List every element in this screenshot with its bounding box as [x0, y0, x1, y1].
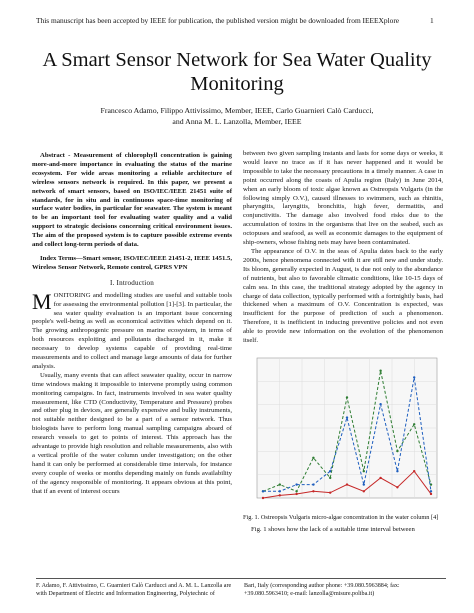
- authors-line-2: and Anna M. L. Lanzolla, Member, IEEE: [172, 116, 302, 126]
- data-point: [346, 396, 348, 398]
- data-point: [346, 416, 348, 418]
- data-point: [363, 470, 365, 472]
- concentration-chart: [243, 350, 443, 512]
- data-point: [279, 490, 281, 492]
- data-point: [329, 491, 331, 493]
- data-point: [279, 483, 281, 485]
- data-point: [379, 477, 381, 479]
- data-point: [279, 494, 281, 496]
- dropcap-letter: M: [32, 288, 52, 314]
- author-block: [30, 106, 444, 127]
- data-point: [346, 483, 348, 485]
- data-point: [413, 470, 415, 472]
- data-point: [379, 369, 381, 371]
- data-point: [396, 450, 398, 452]
- data-point: [430, 493, 432, 495]
- intro-paragraph-1: [32, 288, 232, 372]
- intro-paragraph-2: Usually, many events that can affect seawater quality, occur in narrow time windows making it impossible to intervene promptly using common monitoring campaigns. In fact, instruments involved in sea water quality measurement, like CTD (Conductivity, Temperature and Pressure) probes and other plug in devices, are generally expensive and bulky instruments, not suitable neither designed to be a part of a sensor network. Thus biologists have to perform long manual sampling campaigns aboard of research vessels to get to points of interest. This approach has the advantage to provide high resolution and reliable measurements, also with a vertical profile of the water column under investigation; on the other hand it can only be performed at considerable time intervals, for instance every couple of weeks or months depending mainly on funds availability of the agency responsible of monitoring. It appears obvious at this point, that if an event of interest occurs: [32, 371, 232, 495]
- data-point: [312, 490, 314, 492]
- authors-line-1: Francesco Adamo, Filippo Attivissimo, Member, IEEE, Carlo Guarnieri Calò Carducci,: [100, 106, 374, 115]
- footnote-right: Bari, Italy (corresponding author phone: +39.080.5963884; fax: +39.080.5963410; e-mail: lanzolla@misure.poliba.it): [244, 583, 400, 597]
- data-point: [329, 470, 331, 472]
- footnote-area: [36, 578, 446, 597]
- paper-title: A Smart Sensor Network for Sea Water Quality Monitoring: [42, 49, 432, 95]
- figure-1: [243, 350, 443, 512]
- data-point: [295, 490, 297, 492]
- section-heading: I. Introduction: [110, 278, 154, 287]
- right-paragraph-2: The appearance of O.V. in the seas of Apulia dates back to the early 2000s, hence phenomena connected with it are still new and under study. Its bloom, generally expected in August, is due not only to the abundance of nutrients, but also to favorable climatic conditions, like 10-15 days of calm sea. In this case, the traditional strategy adopted by the agency in charge of data collection, typically performed with a fortnightly basis, had thickened when a maximum of O.V. Concentration is expected, was insufficient for the purpose of prediction of such a phenomenon. Therefore, it is inefficient in inducing preventive policies and not even able to provide new information on the evolution of the phenomenon itself.: [243, 247, 443, 345]
- data-point: [295, 483, 297, 485]
- data-point: [363, 483, 365, 485]
- figure-caption: Fig. 1. Ostreopsis Vulgaris micro-algae concentration in the water column [4]: [243, 513, 439, 521]
- data-point: [396, 470, 398, 472]
- data-point: [396, 486, 398, 488]
- index-terms: Index Terms—Smart sensor, ISO/IEC/IEEE 21451-2, IEEE 1451.5, Wireless Sensor Network, Remote control, GPRS VPN: [32, 254, 232, 271]
- header-notice: This manuscript has been accepted by IEEE for publication, the published version might be downloaded from IEEEXplore: [36, 16, 400, 25]
- data-point: [312, 483, 314, 485]
- abstract: Abstract - Measurement of chlorophyll concentration is gaining more-and-more importance in evaluating the status of the marine ecosystem. For wide areas monitoring a reliable architecture of wireless sensors network is required. In this paper, we present a network of smart sensors, based on ISO/IEC/IEEE 21451 suite of standards, for in situ and in continuous space-time monitoring of surface water bodies, in particular for seawater. The system is meant to be an important tool for evaluating water quality and a valid support to strategic decisions concerning critical environment issues. The aim of the proposed system is to capture possible extreme events and collect long-term periods of data.: [32, 152, 232, 249]
- left-column: [32, 152, 232, 497]
- right-paragraph-3: Fig. 1 shows how the lack of a suitable time interval between: [251, 525, 415, 533]
- data-point: [379, 403, 381, 405]
- data-point: [312, 457, 314, 459]
- data-point: [329, 477, 331, 479]
- data-point: [363, 490, 365, 492]
- footnote-left: F. Adamo, F. Attivissimo, C. Guarnieri Calò Carducci and A. M. L. Lanzolla are with Department of Electric and Information Engineering, Polytechnic of: [36, 583, 232, 597]
- intro-text-1: ONITORING and modelling studies are useful and suitable tools for assessing the environmental pollution [1]-[3]. In particular, the sea water quality evaluation is an important issue concerning people's well-being as well as economical activities which depend on it. The growing anthropogenic pressure on marine ecosystem, in terms of both resources exploiting and pollutants discharged in it, make it necessary to develop systems capable of providing real-time measurements and to collect and manage large amounts of data for further analysis.: [32, 291, 232, 370]
- right-column: [243, 150, 443, 535]
- page-number: 1: [430, 16, 434, 25]
- data-point: [413, 423, 415, 425]
- data-point: [295, 493, 297, 495]
- right-paragraph-1: between two given sampling instants and lasts for some days or weeks, it would leave no trace as if it has never happened and it would be impossible to take the necessary precautions in a timely manner. A case in point occurred along the coasts of Apulia region (Italy) in June 2014, when an early bloom of toxic algae known as Ostreopsis Vulgaris (in the following simply O.V.), caused illnesses to swimmers, such as rhinitis, pharyngitis, laryngitis, bronchitis, high fever, dermatitis, and conjunctivitis. The damage also involved food risks due to the accumulation of toxins in the organisms that live on the seabed, such as octopuses and seafood, as well as economic damages to the equipment of ship-owners, whose fishing nets may have been contaminated.: [243, 150, 443, 247]
- data-point: [413, 376, 415, 378]
- data-point: [262, 497, 264, 499]
- data-point: [262, 490, 264, 492]
